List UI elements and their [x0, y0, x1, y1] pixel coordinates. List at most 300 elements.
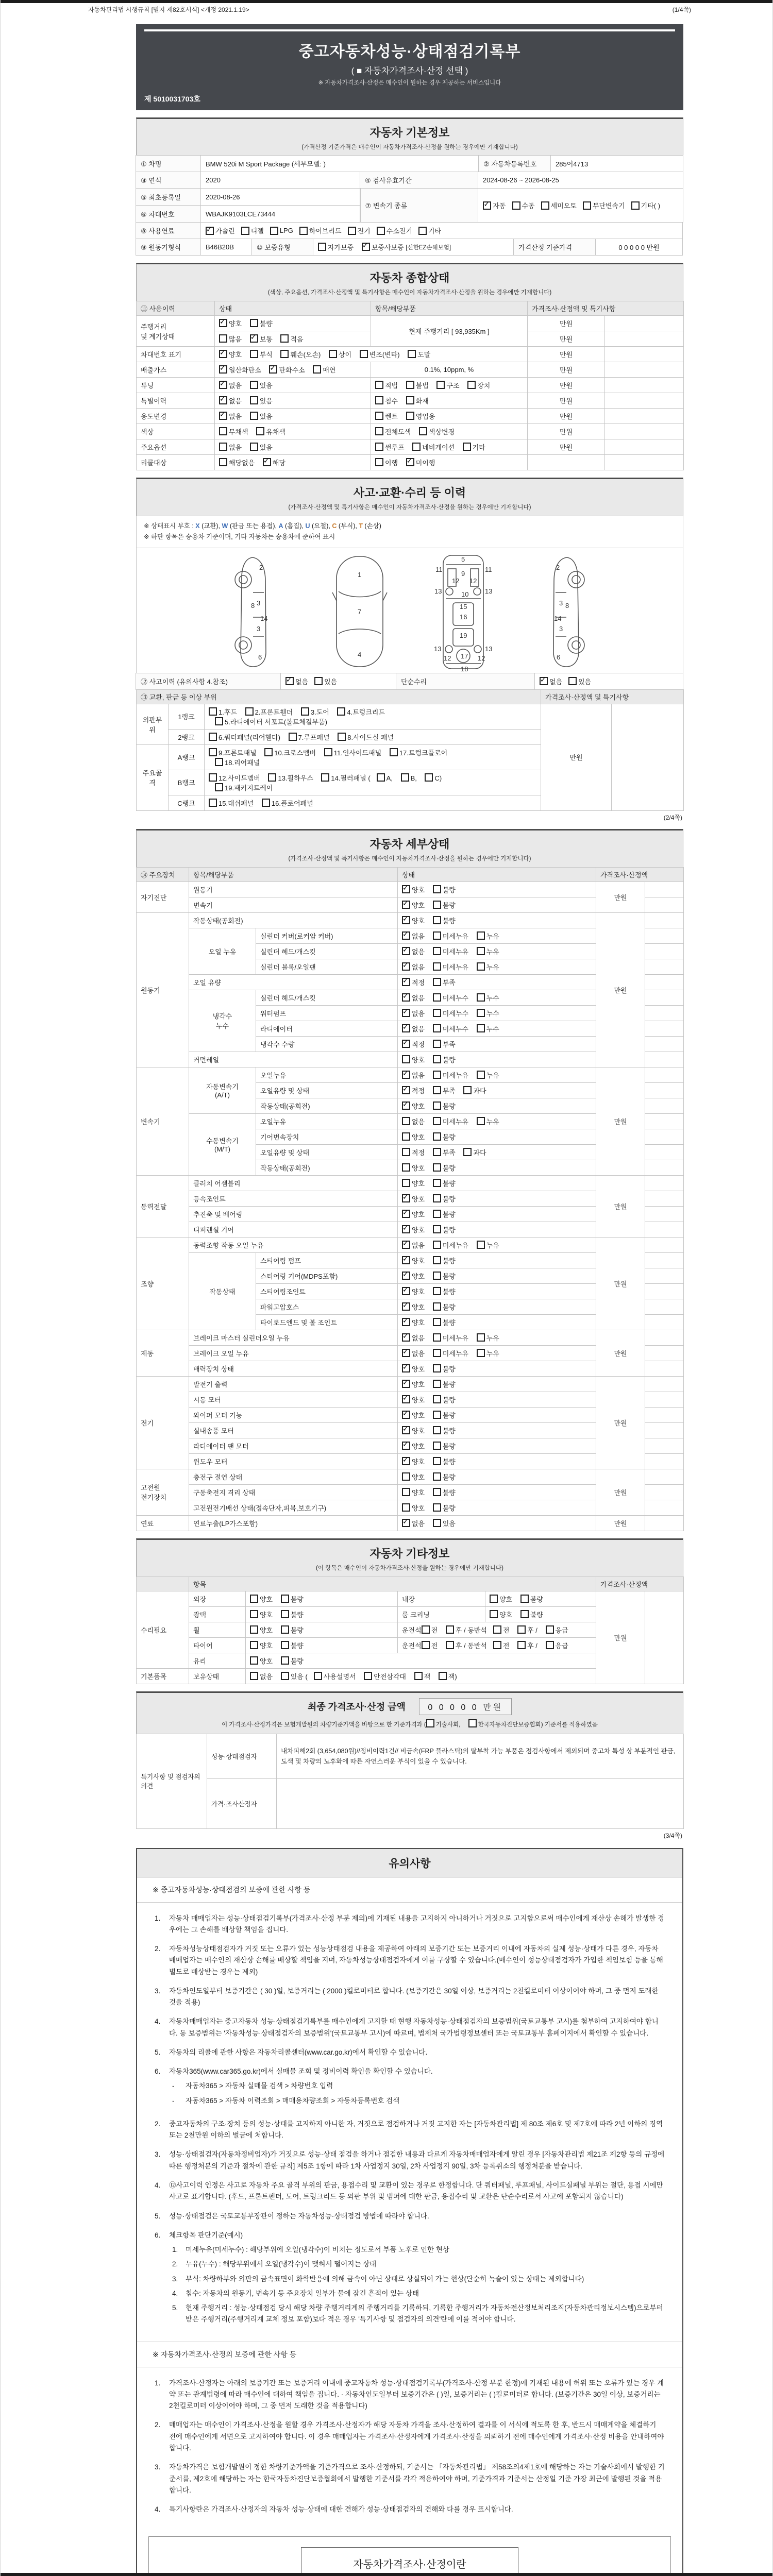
table-row [137, 455, 684, 470]
cell [645, 1021, 684, 1036]
table-row [137, 1469, 684, 1484]
checkbox-checked [219, 396, 227, 404]
table-row [137, 867, 684, 882]
cell [645, 882, 684, 897]
cell: 냉각수 누수 [189, 990, 256, 1052]
cell: 내장 [398, 1591, 485, 1606]
cell: 주요골격 [137, 744, 169, 810]
svg-text:1: 1 [358, 570, 362, 579]
cell: ✓ 양호 불량 [398, 1407, 596, 1422]
table-row [137, 912, 684, 928]
table-row [137, 1175, 684, 1191]
cell: 워터펌프 [256, 1005, 398, 1021]
checkbox-unchecked [426, 1719, 434, 1727]
checkbox-unchecked [433, 1256, 441, 1264]
cell [645, 912, 684, 928]
checkbox-unchecked [493, 1625, 501, 1634]
svg-text:5: 5 [461, 555, 465, 563]
cell: 만원 [528, 378, 605, 393]
notice-item-text: 가격조사·산정자는 아래의 보증기간 또는 보증거리 이내에 중고자동차 성능·상태점검기록부(가격조사·산정 부분 한정)에 기재된 내용에 허위 또는 오류가 있는 경우 계약 또는 관계법령에 따라 매수인에 대하여 책임을 집니다. · 자동차인도일부터 보증기간은 ( )일, 보증거리는 ( )킬로미터로 합니다. (보증기간은 30일 이상, 보증거리는 2천킬로미터 이상이어야 하며, 그 중 먼저 도래한 것을 적용합니다) [169, 2379, 664, 2410]
checkbox-unchecked [281, 1625, 289, 1634]
cell: 스티어링 기어(MDPS포함) [256, 1268, 398, 1283]
cell: ✓ 없음 미세누유 누유 [398, 1345, 596, 1361]
cell: 전기 [137, 1376, 189, 1469]
notice-subitem-text: 자동차365 > 자동차 이력조회 > 매매용차량조회 > 자동차등록번호 검색 [186, 2096, 400, 2105]
cell [645, 1591, 684, 1684]
checkbox-unchecked [402, 1117, 410, 1125]
cell: 무채색 유채색 [215, 424, 371, 439]
table-row [137, 1376, 684, 1392]
notice-item [155, 2419, 665, 2454]
table-row [137, 1778, 684, 1828]
cell: 동력조향 작동 오일 누유 [189, 1237, 398, 1252]
cell: 작동상태(공회전) [256, 1160, 398, 1175]
notice-subitem-text: 누유(누수) : 해당부위에서 오일(냉각수)이 맺혀서 떨어지는 상태 [186, 2260, 377, 2268]
svg-text:18: 18 [461, 665, 468, 672]
checkbox-unchecked [281, 1641, 289, 1649]
notice-item [155, 2119, 665, 2142]
cell: 조향 [137, 1237, 189, 1330]
cell: 라디에이터 팬 모터 [189, 1438, 398, 1453]
cell: ✓ 양호 불량 [398, 1422, 596, 1438]
table-row [137, 362, 684, 378]
cell: 파워고압호스 [256, 1299, 398, 1314]
document-title: 중고자동차성능·상태점검기록부 [298, 43, 521, 60]
cell: 해당없음 ✓해당 [215, 455, 371, 470]
cell [645, 1160, 684, 1175]
cell [645, 897, 684, 912]
cell: ✓ 양호 불량 [398, 1098, 596, 1113]
notice-item-number: 3. [155, 2463, 161, 2471]
form-regulation-reference: 자동차관리법 시행규칙 [별지 제82호서식] <개정 2021.1.19> [88, 6, 249, 13]
checkbox-unchecked [250, 443, 258, 451]
checkbox-unchecked [406, 412, 414, 420]
cell: 만원 [596, 1175, 645, 1237]
checkbox-checked [219, 319, 227, 327]
cell: 9.프론트패널 10.크로스멤버 11.인사이드패널 17.트렁크플로어 18.리어패널 [205, 744, 541, 770]
cell: 만원 [528, 393, 605, 409]
checkbox-unchecked [402, 1503, 410, 1512]
base-price-value: 0 0 0 0 0 만원 [595, 239, 683, 256]
checkbox-unchecked [433, 1210, 441, 1218]
warranty-company: [신한EZ손해보험] [406, 244, 451, 251]
checkbox-unchecked [433, 1241, 441, 1249]
cell: ✓ 일산화탄소 ✓탄화수소 매연 [215, 362, 371, 378]
cell [605, 331, 684, 347]
vin-label: ⑥ 차대번호 [136, 205, 201, 223]
cell: 많음 ✓보통 적음 [215, 331, 371, 347]
cell: ✓ 양호 부식 훼손(오손) 상이 변조(변타) 도말 [215, 347, 528, 362]
status-code-letter: X [195, 522, 200, 530]
svg-text:8: 8 [251, 601, 255, 609]
notice-item-number: 2. [155, 2120, 161, 2128]
notice-item-text: 자동차365(www.car365.go.kr)에서 실매물 조회 및 정비이력 확인을 확인할 수 있습니다. - 자동차365 > 자동차 실매물 검색 > 차량번호 입력 - 자동차365 > 자동차 이력조회 > 매매용차량조회 > 자동차등록번호 검색 [169, 2066, 665, 2107]
cell: 양호 불량 [485, 1606, 596, 1622]
cell: 오일 누유 [189, 928, 256, 974]
section-etc-info-header [136, 1538, 683, 1577]
year-label: ③ 연식 [136, 172, 201, 189]
cell [605, 455, 684, 470]
checkbox-unchecked [219, 334, 227, 343]
car-underbody-view [434, 555, 492, 672]
cell: 냉각수 수량 [256, 1036, 398, 1052]
checkbox-unchecked [250, 319, 258, 327]
checkbox-checked [402, 1426, 410, 1434]
base-price-label: 가격산정 기준가격 [513, 239, 596, 256]
notice-item-number: 5. [155, 2212, 161, 2220]
checkbox-unchecked [433, 1148, 441, 1156]
checkbox-unchecked [250, 412, 258, 420]
checkbox-unchecked [241, 227, 249, 235]
cell [645, 1515, 684, 1531]
notice-item-number: 3. [155, 1987, 161, 1995]
cell: 브레이크 오일 누유 [189, 1345, 398, 1361]
notice-list-c [137, 2367, 682, 2528]
cell: ✓ 양호 불량 [398, 1453, 596, 1469]
vin-value: WBAJK9103LCE73444 [200, 205, 360, 223]
checkbox-unchecked [568, 677, 577, 685]
remarks-table [136, 1734, 684, 1829]
checkbox-unchecked [433, 1380, 441, 1388]
cell [645, 1314, 684, 1330]
cell: 제동 [137, 1330, 189, 1376]
cell: ✓ 없음 미세누수 누수 [398, 990, 596, 1005]
checkbox-unchecked [433, 1411, 441, 1419]
car-name-label: ① 차명 [136, 155, 201, 172]
checkbox-checked [219, 365, 227, 374]
detail-state-table [136, 867, 684, 1531]
svg-text:6: 6 [258, 653, 262, 661]
engine-type-label: ⑨ 원동기형식 [136, 239, 201, 256]
checkbox-checked [402, 1071, 410, 1079]
checkbox-unchecked [301, 707, 309, 716]
cell: 룸 크리닝 [398, 1606, 485, 1622]
svg-text:2: 2 [556, 563, 560, 571]
cell: 만원 [596, 1237, 645, 1330]
cell: ✓ 양호 불량 [398, 1438, 596, 1453]
notice-item-text: 중고자동차의 구조·장치 등의 성능·상태를 고지하지 아니한 자, 거짓으로 점검하거나 거짓 고지한 자는 [자동차관리법] 제 80조 제6호 및 제7호에 따라 2년 이하의 징역 또는 2천만원 이하의 벌금에 처합니다. [169, 2120, 663, 2140]
checkbox-unchecked [517, 1641, 526, 1649]
accident-history-label: ⑫ 사고이력 (유의사항 4.참조) [136, 673, 281, 690]
first-reg-value: 2020-08-26 [200, 188, 360, 206]
cell: 만원 [528, 331, 605, 347]
cell [612, 704, 684, 810]
checkbox-unchecked [433, 1349, 441, 1357]
checkbox-unchecked [433, 1364, 441, 1372]
svg-text:13: 13 [434, 645, 442, 653]
checkbox-unchecked [433, 1179, 441, 1187]
cell: ✓ 없음 있음 [215, 378, 371, 393]
cell: 12.사이드멤버 13.휠하우스 14.필러패널 ( A, B, C) 19.패키지트레이 [205, 770, 541, 795]
cell [645, 943, 684, 959]
checkbox-unchecked [433, 978, 441, 986]
table-row [137, 689, 684, 704]
checkbox-unchecked [402, 1163, 410, 1172]
checkbox-unchecked [348, 227, 356, 235]
cell: 원동기 [137, 912, 189, 1067]
checkbox-unchecked [329, 350, 337, 358]
cell: ✓ 양호 불량 [398, 1206, 596, 1222]
cell: 배출가스 [137, 362, 215, 378]
page-marker-3: (3/4쪽) [663, 1832, 682, 1839]
checkbox-unchecked [433, 1117, 441, 1125]
notice-title: 유의사항 [137, 1849, 682, 1877]
notice-item-number: 1. [155, 2379, 161, 2387]
cell: 양호 불량 [246, 1637, 398, 1653]
cell: 스티어링 펌프 [256, 1252, 398, 1268]
checkbox-unchecked [264, 748, 273, 756]
cell: 만원 [596, 1330, 645, 1376]
cell: 튜닝 [137, 378, 215, 393]
checkbox-unchecked [463, 443, 471, 451]
cell [605, 347, 684, 362]
notice-subitem [172, 2302, 665, 2326]
checkbox-unchecked [338, 733, 346, 741]
checkbox-unchecked [209, 707, 217, 716]
cell: ✓ 없음 있음 [215, 409, 371, 424]
cell [605, 316, 684, 331]
cell: ✓ 양호 불량 [398, 897, 596, 912]
section-basic-info-header [136, 117, 683, 156]
cell: ✓ 양호 불량 [398, 1268, 596, 1283]
warranty-type-label: ⑩ 보증유형 [251, 239, 313, 256]
cell: ✓ 없음 미세누유 누유 [398, 1237, 596, 1252]
cell: 기어변속장치 [256, 1129, 398, 1144]
checkbox-unchecked [215, 717, 223, 725]
checkbox-checked [402, 1210, 410, 1218]
notice-item-number: 4. [155, 2018, 161, 2026]
cell [645, 1036, 684, 1052]
basic-info-table [136, 156, 683, 256]
section-subtitle: (가격조사·산정액 및 특기사항은 매수인이 자동차가격조사·산정을 원하는 경우에만 기재합니다) [288, 504, 531, 511]
cell: 만원 [528, 362, 605, 378]
notice-item-text: 자동차 매매업자는 성능·상태점검기록부(가격조사·산정 부분 제외)에 기재된 내용을 고지하지 아니하거나 거짓으로 고지함으로써 매수인에게 재산상 손해가 발생한 경우에는 그 손해를 배상할 책임을 집니다. [169, 1914, 665, 1934]
notice-subitem-number: 4. [172, 2289, 178, 2297]
notice-item-text: 자동차성능상태점검자가 거짓 또는 오류가 있는 성능상태점검 내용을 제공하여 아래의 보증기간 또는 보증거리 이내에 자동차의 실제 성능·상태가 다른 경우, 자동차매매업자는 매수인의 재산상 손해를 배상할 책임을 지며, 자동차성능상태점검자에게 이를 구상할 수 있습니다.(매수인이 성능상태점검자가 가입한 책임보험 등을 통해 별도로 배상받는 경우는 제외) [169, 1945, 663, 1976]
status-code-letter: A [278, 522, 283, 530]
cell: 실내송풍 모터 [189, 1422, 398, 1438]
cell: 양호 불량 [398, 1175, 596, 1191]
cell: 적정 부족 과다 [398, 1144, 596, 1160]
cell: 연료누출(LP가스포함) [189, 1515, 398, 1531]
cell: 변속기 [137, 1067, 189, 1175]
cell [645, 1222, 684, 1237]
car-side-left-view [235, 557, 267, 667]
checkbox-checked [402, 1519, 410, 1527]
checkbox-checked [206, 227, 214, 235]
checkbox-unchecked [546, 1641, 554, 1649]
cell: ✓ 양호 불량 [398, 1392, 596, 1407]
checkbox-unchecked [318, 243, 326, 251]
cell: ✓ 없음 미세누유 누유 [398, 928, 596, 943]
table-row [137, 1067, 684, 1082]
notice-item [155, 2047, 665, 2058]
page-marker-2: (2/4쪽) [663, 814, 682, 821]
checkbox-unchecked [360, 350, 368, 358]
notice-item-text: 성능·상태점검자(자동차정비업자)가 거짓으로 성능·상태 점검을 하거나 점검한 내용과 다르게 자동차매매업자에게 알린 경우 [자동차관리법 제21조 제2항 등의 규정에 따른 행정처분의 기준과 절차에 관한 규칙] 제5조 1항에 따라 1차 사업정지 30일, 2차 사업정지 90일, 3차 등록취소의 행정처분을 받습니다. [169, 2150, 665, 2170]
notice-item [155, 2149, 665, 2172]
svg-text:12: 12 [469, 577, 477, 585]
fuel-label: ⑧ 사용연료 [136, 222, 201, 239]
checkbox-unchecked [463, 1086, 472, 1094]
transmission-type-options: ✓ 자동 수동 세미오토 무단변속기 기타( ) [478, 188, 683, 223]
cell [645, 1113, 684, 1129]
checkbox-unchecked [433, 1194, 441, 1202]
cell [605, 362, 684, 378]
cell: 발전기 출력 [189, 1376, 398, 1392]
cell [645, 1484, 684, 1500]
cell: ⑬ 교환, 판금 등 이상 부위 [137, 689, 541, 704]
cell [645, 990, 684, 1005]
checkbox-unchecked [402, 1148, 410, 1156]
checkbox-checked [402, 1457, 410, 1465]
cell: ✓ 양호 불량 [398, 1314, 596, 1330]
checkbox-checked [219, 412, 227, 420]
cell [645, 1407, 684, 1422]
section-title: 사고·교환·수리 등 이력 [353, 486, 466, 499]
checkbox-checked [269, 365, 277, 374]
checkbox-checked [250, 334, 258, 343]
cell [605, 439, 684, 455]
cell [645, 1500, 684, 1515]
cell: 고전원전기배선 상태(접속단자,피복,보호기구) [189, 1500, 398, 1515]
cell [645, 1191, 684, 1206]
checkbox-checked [483, 201, 491, 210]
cell: 오일누유 [256, 1067, 398, 1082]
checkbox-checked [402, 1302, 410, 1311]
appraiser-remarks-text [277, 1778, 684, 1828]
cell: 원동기 [189, 882, 398, 897]
checkbox-checked [402, 1040, 410, 1048]
notice-item [155, 1943, 665, 1978]
checkbox-unchecked [215, 758, 223, 766]
status-note: ※ 하단 항목은 승용차 기준이며, 기타 자동차는 승용차에 준하여 표시 [144, 533, 335, 541]
checkbox-unchecked [433, 901, 441, 909]
cell [645, 1361, 684, 1376]
checkbox-checked [219, 350, 227, 358]
svg-text:7: 7 [358, 607, 362, 616]
cell: 광택 [189, 1606, 246, 1622]
cell: 라디에이터 [256, 1021, 398, 1036]
checkbox-unchecked [209, 748, 217, 756]
checkbox-checked [540, 677, 548, 685]
notice-item-number: 1. [155, 1914, 161, 1922]
cell: 오일유량 및 상태 [256, 1082, 398, 1098]
checkbox-unchecked [250, 350, 258, 358]
fuel-options: ✓ 가솔린 디젤 LPG 하이브리드 전기 수소전기 기타 [200, 222, 683, 239]
checkbox-unchecked [270, 227, 278, 235]
checkbox-checked [402, 1318, 410, 1326]
checkbox-unchecked [512, 201, 520, 210]
cell: 유리 [189, 1653, 246, 1668]
notice-subitem-number: - [172, 2096, 175, 2105]
cell: 항목/해당부품 [371, 301, 528, 316]
checkbox-unchecked [402, 1055, 410, 1063]
checkbox-unchecked [433, 1132, 441, 1141]
notice-item-text: ⑫사고이력 인정은 사고로 자동차 주요 골격 부위의 판금, 용접수리 및 교환이 있는 경우로 한정합니다. 단 쿼터패널, 루프패널, 사이드실패널 부위는 절단, 용접 시에만 사고로 표기합니다. (후드, 프론트펜더, 도어, 트렁크리드 등 외판 부위 및 범퍼에 대한 판금, 용접수리 및 교환은 단순수리로서 사고에 포함되지 않습니다) [169, 2181, 663, 2201]
checkbox-unchecked [390, 748, 398, 756]
notice-subitem-text: 자동차365 > 자동차 실매물 검색 > 차량번호 입력 [186, 2082, 333, 2090]
checkbox-unchecked [477, 1349, 485, 1357]
cell [645, 928, 684, 943]
notice-item-text: 매매업자는 매수인이 가격조사·산정을 원할 경우 가격조사·산정자가 해당 자동차 가격을 조사·산정하여 결과를 이 서식에 적도록 한 후, 반드시 매매계약을 체결하기 전에 매수인에게 서면으로 고지하여야 합니다. 이 경우 매매업자는 가격조사·산정자에게 가격조사·산정을 의뢰하기 전에 매수인에게 가격조사·산정 비용을 안내하여야 합니다. [169, 2421, 664, 2452]
cell: ✓ 양호 불량 [398, 1299, 596, 1314]
cell: 만원 [596, 1067, 645, 1175]
checkbox-unchecked [337, 707, 345, 716]
definition-box-title: 자동차가격조사·산정이란 [301, 2547, 518, 2576]
cell: 수리필요 [137, 1591, 189, 1668]
cell: 항목/해당부품 [189, 867, 398, 882]
notice-item-text: 성능·상태점검은 국토교통부장관이 정하는 자동차성능·상태점검 방법에 따라야 합니다. [169, 2212, 429, 2220]
checkbox-unchecked [433, 1055, 441, 1063]
cell: 기본품목 [137, 1668, 189, 1684]
checkbox-unchecked [433, 1009, 441, 1017]
cell: 현재 주행거리 [ 93,935Km ] [371, 316, 528, 347]
notice-item [155, 2016, 665, 2039]
cell: 작동상태 [189, 1252, 256, 1330]
cell: 윈도우 모터 [189, 1453, 398, 1469]
cell: 0.1%, 10ppm, % [371, 362, 528, 378]
notice-list-a [137, 1903, 682, 2119]
cell: 충전구 절연 상태 [189, 1469, 398, 1484]
status-code-letter: T [359, 522, 363, 530]
cell [645, 1067, 684, 1082]
cell: ✓ 없음 미세누수 누수 [398, 1021, 596, 1036]
checkbox-unchecked [433, 885, 441, 893]
checkbox-unchecked [377, 227, 385, 235]
checkbox-checked [402, 1333, 410, 1342]
checkbox-unchecked [402, 1472, 410, 1481]
status-code-legend [136, 516, 683, 548]
final-price-note: 이 가격조사·산정가격은 보험개발원의 차량기준가액을 바탕으로 한 기준가격과 ( 기술사회, 한국자동차진단보증협회) 기준서를 적용하였음 [137, 1719, 683, 1728]
section-title: 자동차 종합상태 [369, 272, 450, 284]
checkbox-unchecked [209, 799, 217, 807]
section-title: 자동차 기본정보 [369, 126, 450, 139]
cell: 시동 모터 [189, 1392, 398, 1407]
checkbox-unchecked [250, 396, 258, 404]
svg-text:3: 3 [559, 624, 563, 633]
checkbox-unchecked [250, 381, 258, 389]
etc-info-table [136, 1577, 684, 1684]
car-diagram-panel [136, 548, 683, 674]
checkbox-unchecked [375, 427, 383, 435]
cell: 항목 [189, 1577, 596, 1591]
cell [645, 1330, 684, 1345]
checkbox-checked [402, 962, 410, 971]
damage-parts-table [136, 689, 684, 811]
cell: 이행 ✓미이행 [371, 455, 528, 470]
checkbox-unchecked [433, 1519, 441, 1527]
cell: 만원 [528, 439, 605, 455]
checkbox-checked [402, 1349, 410, 1357]
final-price-band [136, 1691, 683, 1734]
cell: 연료 [137, 1515, 189, 1531]
svg-text:12: 12 [452, 577, 460, 585]
cell [645, 1345, 684, 1361]
checkbox-unchecked [433, 1457, 441, 1465]
notice-heading-1: ※ 중고자동차성능·상태점검의 보증에 관한 사항 등 [137, 1877, 682, 1903]
checkbox-unchecked [583, 201, 591, 210]
checkbox-unchecked [364, 1672, 372, 1680]
checkbox-unchecked [517, 1625, 526, 1634]
year-value: 2020 [200, 172, 360, 189]
cell: ✓ 적정 부족 [398, 974, 596, 990]
checkbox-unchecked [406, 396, 414, 404]
page-marker-1: (1/4쪽) [672, 6, 691, 13]
cell [645, 974, 684, 990]
cell: 등속조인트 [189, 1191, 398, 1206]
checkbox-checked [402, 1395, 410, 1403]
